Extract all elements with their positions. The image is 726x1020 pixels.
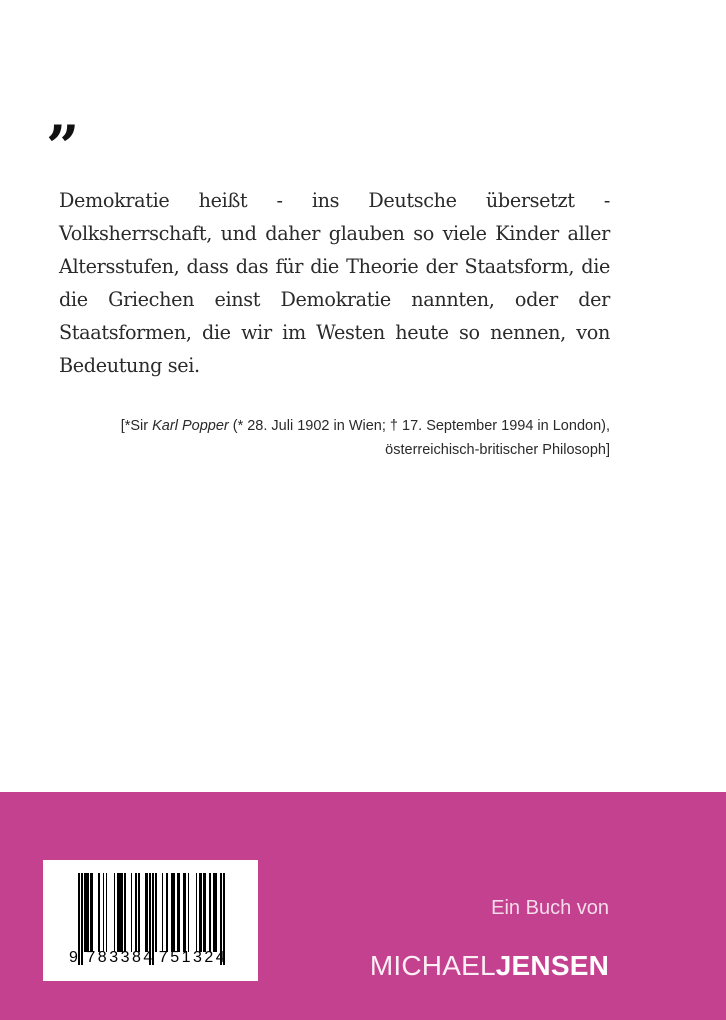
attribution-prefix: [*Sir xyxy=(120,418,153,434)
barcode-first-digit: 9 xyxy=(69,949,81,966)
byline-label: Ein Buch von xyxy=(491,897,609,919)
author-first-name: MICHAEL xyxy=(369,950,496,981)
attribution-description: österreichisch-britischer Philosoph] xyxy=(385,442,610,458)
attribution xyxy=(50,414,610,462)
quote-text: Demokratie heißt - ins Deutsche übersetzt - Volksherrschaft, und daher glauben so viele Kinder aller Altersstufen, dass das für die Theorie der Staatsform, die die Griechen einst Demokratie nannten, oder der Staatsformen, die wir im Westen heute so nennen, von Bedeutung sei. xyxy=(59,189,610,377)
quote-mark: ” xyxy=(46,113,76,181)
author-last-name: JENSEN xyxy=(495,950,609,981)
attribution-dates: (* 28. Juli 1902 in Wien; † 17. September 1994 in London), xyxy=(228,418,610,434)
attribution-author-name: Karl Popper xyxy=(152,418,229,434)
barcode-digits xyxy=(69,949,227,967)
barcode-group-2: 751324 xyxy=(158,949,228,966)
barcode-group-1: 783384 xyxy=(86,949,155,966)
barcode xyxy=(43,860,258,981)
author-name xyxy=(370,950,609,982)
